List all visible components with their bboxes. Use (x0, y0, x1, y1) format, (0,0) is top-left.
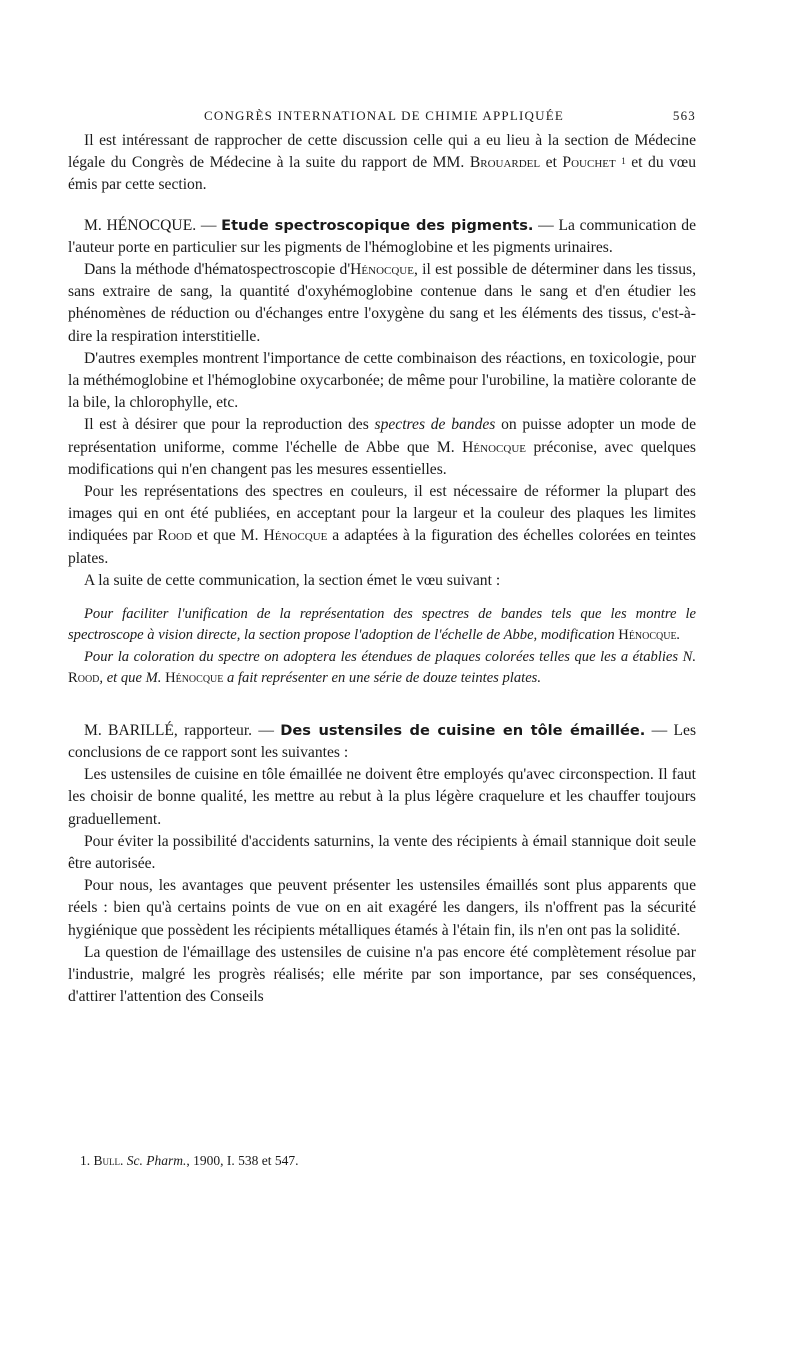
henocque-heading-paragraph (68, 215, 696, 259)
communication-title: Etude spectroscopique des pigments. (221, 216, 534, 234)
italic-term: spectres de bandes (374, 416, 496, 434)
text-run: Pour les représentations des spectres en couleurs, il est nécessaire de réformer la plupart des images qui en ont été publiées, en acceptant pour la largeur et la couleur des plaques les limites indiquées par (68, 483, 696, 545)
author-name: Hénocque (350, 261, 414, 279)
speaker-barille: M. BARILLÉ, rapporteur. (84, 721, 253, 739)
text-run: Il est intéressant de rapprocher de cette discussion celle qui a eu lieu à la section de Médecine légale du Congrès de Médecine à la suite du rapport de MM. (68, 132, 696, 172)
footnote-journal: Sc. Pharm. (126, 1153, 187, 1168)
paragraph: D'autres exemples montrent l'importance de cette combinaison des réactions, en toxicologie, pour la méthémoglobine et l'hémoglobine oxycarbonée; de même pour l'urobiline, la matière colorante de la bile, la chlorophylle, etc. (68, 349, 696, 412)
text-run: , et que M. (99, 670, 166, 687)
author-name: Hénocque (462, 438, 526, 456)
resolution-item (68, 604, 696, 647)
text-run: — Les conclusions de ce rapport sont les suivantes : (68, 721, 697, 761)
text-run: Dans la méthode d'hématospectroscopie d' (84, 261, 351, 279)
report-title: Des ustensiles de cuisine en tôle émaillée. (280, 721, 646, 739)
author-name: Rood (157, 527, 192, 545)
resolution-block (68, 604, 696, 690)
speaker-henocque: M. HÉNOCQUE. (84, 216, 197, 234)
author-name: Brouardel (469, 154, 541, 172)
text-run: a adaptées à la figuration des échelles colorées en teintes plates. (68, 527, 696, 567)
paragraph: La question de l'émaillage des ustensiles de cuisine n'a pas encore été complètement résolue par l'industrie, malgré les progrès réalisés; elle mérite par son importance, par ses conséquences, d'attirer l'attention des Conseils (68, 943, 696, 1006)
paragraph: Pour nous, les avantages que peuvent présenter les ustensiles émaillés sont plus apparents que réels : bien qu'à certains points de vue on en ait exagéré les dangers, ils n'offrent pas la sécurité hygiénique que possèdent les récipients métalliques étamés à l'étain fin, ils n'en ont pas la solidité. (68, 877, 696, 939)
running-title: CONGRÈS INTERNATIONAL DE CHIMIE APPLIQUÉE (204, 108, 564, 123)
text-run: Il est à désirer que pour la reproduction des (84, 416, 375, 434)
text-run: et que M. (191, 527, 264, 545)
paragraph: Les ustensiles de cuisine en tôle émaillée ne doivent être employés qu'avec circonspection. Il faut les choisir de bonne qualité, les mettre au rebut à la plus légère craquelure et les chauffer toujours graduellement. (68, 766, 696, 828)
footnote-number: 1. (80, 1153, 91, 1168)
text-run: et du vœu émis par cette section. (68, 154, 696, 194)
author-name: Rood (68, 670, 100, 687)
text-run: Pour la coloration du spectre on adoptera les étendues de plaques colorées telles que les a établies N. (84, 648, 696, 665)
author-name: Hénocque (263, 527, 328, 545)
text-run: et (540, 154, 563, 172)
paragraph: A la suite de cette communication, la section émet le vœu suivant : (84, 571, 501, 589)
footnote-reference: , 1900, I. 538 et 547. (186, 1153, 299, 1168)
page-body (68, 108, 696, 1008)
running-header (68, 108, 696, 130)
paragraph (68, 259, 696, 348)
paragraph (68, 414, 696, 481)
text-run: . (676, 627, 681, 644)
footnote-marker: 1 (621, 156, 626, 167)
dash: — (252, 721, 281, 739)
text-run: a fait représenter en une série de douze teintes plates. (223, 670, 542, 687)
footnote-source: Bull. (93, 1153, 124, 1168)
text-run: préconise, avec quelques modifications qui n'en changent pas les mesures essentielles. (68, 438, 697, 478)
page-number: 563 (672, 108, 696, 123)
dash: — (196, 216, 222, 234)
text-run: on puisse adopter un mode de représentation uniforme, comme l'échelle de Abbe que M. (68, 416, 696, 456)
author-name: Hénocque (618, 627, 677, 644)
text-run: — La communication de l'auteur porte en particulier sur les pigments de l'hémoglobine et les pigments urinaires. (68, 216, 697, 256)
barille-heading-paragraph (68, 720, 696, 764)
paragraph: Pour éviter la possibilité d'accidents saturnins, la vente des récipients à émail stannique doit seule être autorisée. (68, 832, 696, 872)
resolution-item (68, 647, 696, 690)
paragraph (68, 481, 696, 570)
footnote (80, 1153, 299, 1169)
text-run: , il est possible de déterminer dans les tissus, sans extraire de sang, la quantité d'oxyhémoglobine contenue dans le sang et d'en étudier les phénomènes de réduction ou d'échanges entre l'oxygène du sang et les éléments des tissus, c'est-à-dire la respiration interstitielle. (68, 261, 696, 345)
paragraph-intro (68, 130, 696, 197)
author-name: Hénocque (165, 670, 224, 687)
text-run: Pour faciliter l'unification de la représentation des spectres de bandes tels que les montre le spectroscope à vision directe, la section propose l'adoption de l'échelle de Abbe, modification (68, 606, 696, 644)
author-name: Pouchet (562, 154, 616, 172)
